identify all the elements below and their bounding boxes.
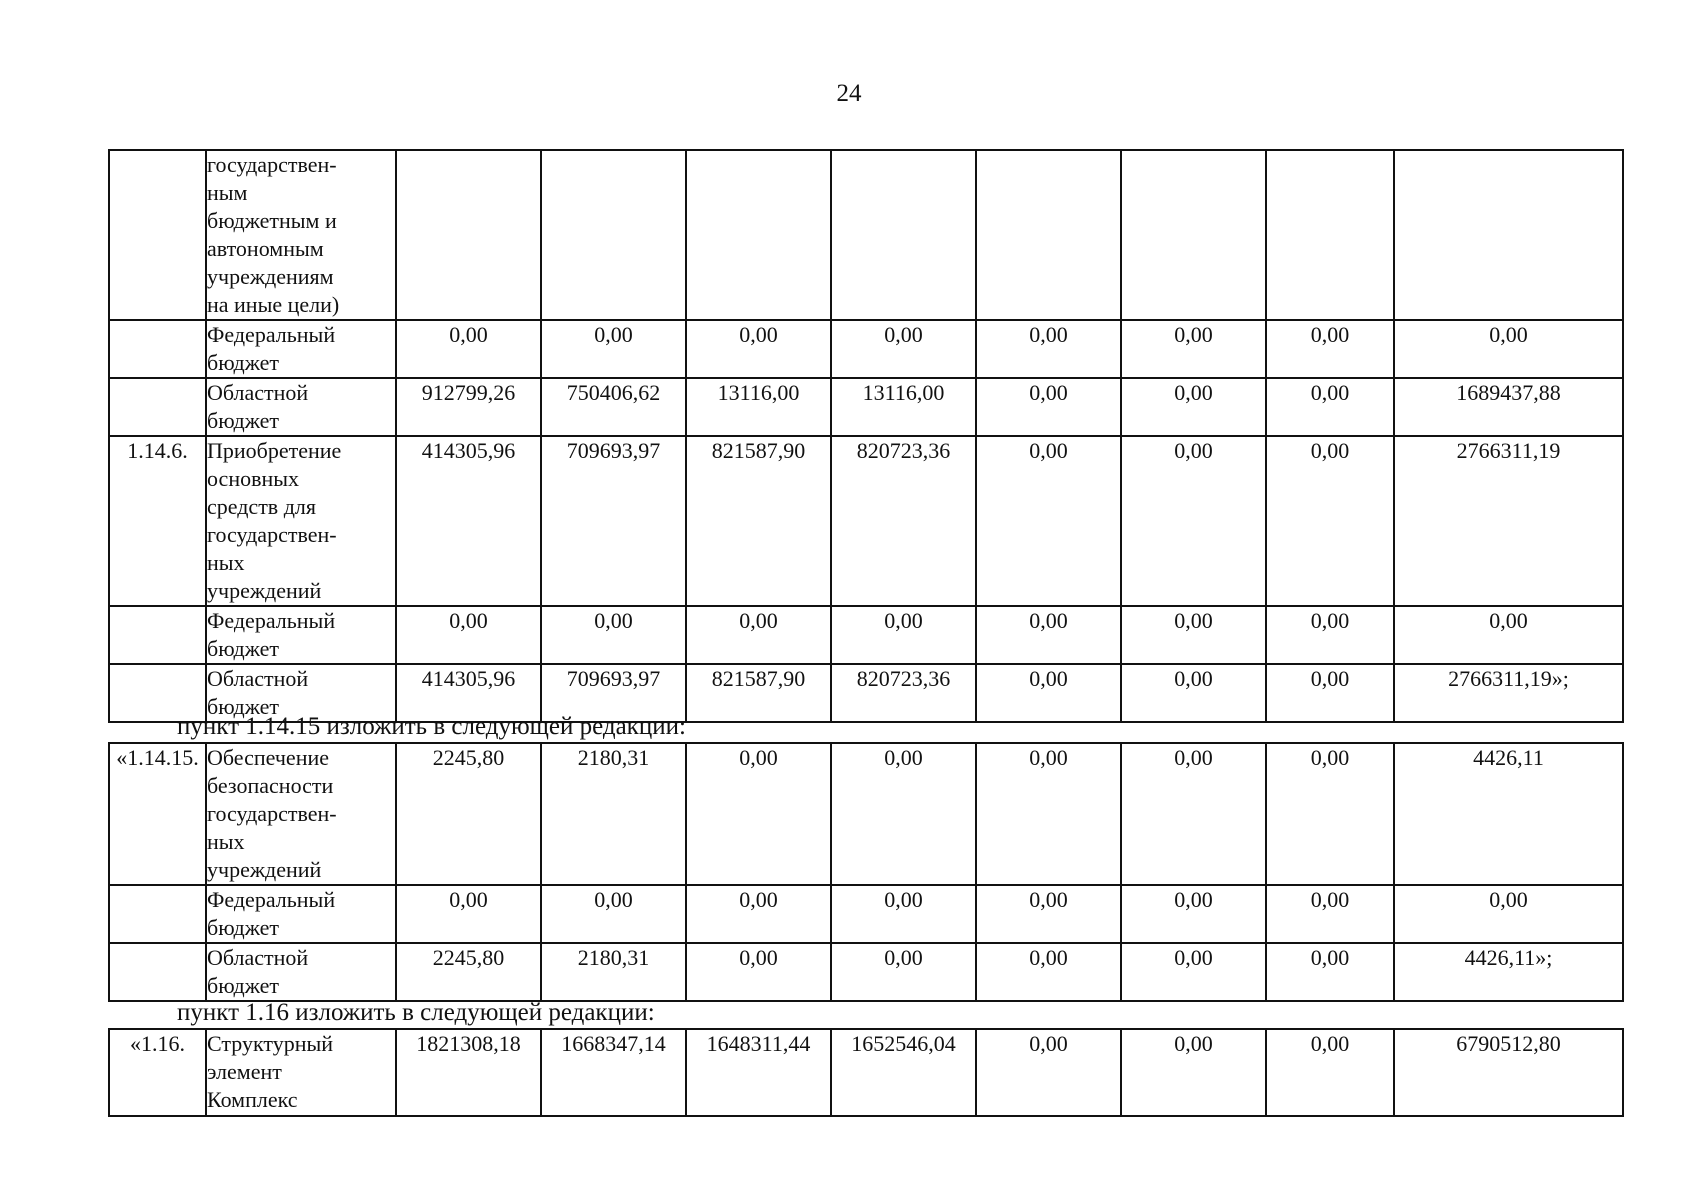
item-name-line: Областной (207, 666, 309, 691)
amount-cell: 0,00 (1266, 743, 1394, 885)
table-row (109, 378, 1623, 436)
item-name (206, 150, 396, 320)
item-name-line: государствен- (207, 801, 337, 826)
amount-cell: 0,00 (1266, 664, 1394, 722)
amount-cell: 750406,62 (541, 378, 686, 436)
amount-cell: 0,00 (976, 378, 1121, 436)
page-number: 24 (836, 80, 862, 107)
amount-cell: 0,00 (1121, 320, 1266, 378)
item-name (206, 320, 396, 378)
amount-cell: 0,00 (1121, 885, 1266, 943)
amount-cell: 1648311,44 (686, 1029, 831, 1116)
amount-cell (1266, 150, 1394, 320)
amount-cell: 1652546,04 (831, 1029, 976, 1116)
table-row (109, 606, 1623, 664)
amount-cell: 0,00 (1121, 943, 1266, 1001)
amount-cell: 2245,80 (396, 943, 541, 1001)
item-name-line: Областной (207, 380, 309, 405)
amount-cell: 0,00 (541, 320, 686, 378)
amount-cell: 912799,26 (396, 378, 541, 436)
amount-cell: 0,00 (1266, 378, 1394, 436)
amount-cell (686, 150, 831, 320)
amount-cell: 820723,36 (831, 664, 976, 722)
amount-cell: 0,00 (1394, 606, 1623, 664)
amount-cell: 0,00 (1266, 1029, 1394, 1116)
amount-cell: 0,00 (976, 320, 1121, 378)
amount-cell: 0,00 (396, 320, 541, 378)
item-name-line: ных (207, 829, 245, 854)
amount-cell: 0,00 (1266, 943, 1394, 1001)
amount-cell: 0,00 (686, 320, 831, 378)
amount-cell: 0,00 (686, 943, 831, 1001)
amount-cell: 0,00 (976, 436, 1121, 606)
item-number (109, 320, 206, 378)
amount-cell (976, 150, 1121, 320)
budget-table-3 (108, 1028, 1624, 1117)
amount-cell: 0,00 (541, 606, 686, 664)
item-name-line: Федеральный (207, 887, 336, 912)
amount-cell: 0,00 (1266, 885, 1394, 943)
item-name-line: учреждений (207, 857, 322, 882)
item-name-line: безопасности (207, 773, 334, 798)
amount-cell: 0,00 (1121, 1029, 1266, 1116)
amount-cell: 0,00 (396, 885, 541, 943)
item-number (109, 943, 206, 1001)
item-name-line: бюджет (207, 350, 279, 375)
item-number (109, 885, 206, 943)
amount-cell: 0,00 (1121, 436, 1266, 606)
item-name-line: бюджетным и (207, 208, 337, 233)
budget-table-1 (108, 149, 1624, 723)
amount-cell: 821587,90 (686, 436, 831, 606)
amount-cell: 2766311,19 (1394, 436, 1623, 606)
item-name-line: бюджет (207, 636, 279, 661)
amount-cell: 0,00 (1121, 664, 1266, 722)
table-row (109, 743, 1623, 885)
amount-cell (1394, 150, 1623, 320)
amount-cell: 0,00 (396, 606, 541, 664)
amount-cell: 4426,11 (1394, 743, 1623, 885)
amount-cell: 4426,11»; (1394, 943, 1623, 1001)
amount-cell: 0,00 (1121, 606, 1266, 664)
item-name-line: государствен- (207, 522, 337, 547)
item-name-line: Приобретение (207, 438, 342, 463)
table-row (109, 943, 1623, 1001)
section-note-1-14-15: пункт 1.14.15 изложить в следующей редакции: (177, 713, 686, 740)
item-name-line: Обеспечение (207, 745, 329, 770)
amount-cell: 0,00 (1394, 320, 1623, 378)
amount-cell: 2180,31 (541, 943, 686, 1001)
table-row (109, 1029, 1623, 1116)
item-name (206, 885, 396, 943)
item-name (206, 743, 396, 885)
item-name (206, 606, 396, 664)
amount-cell: 820723,36 (831, 436, 976, 606)
amount-cell: 709693,97 (541, 436, 686, 606)
amount-cell: 0,00 (831, 743, 976, 885)
item-name-line: автономным (207, 236, 324, 261)
item-name-line: бюджет (207, 694, 279, 719)
item-name (206, 943, 396, 1001)
amount-cell: 1668347,14 (541, 1029, 686, 1116)
item-name (206, 378, 396, 436)
amount-cell: 821587,90 (686, 664, 831, 722)
amount-cell (831, 150, 976, 320)
amount-cell: 0,00 (686, 885, 831, 943)
amount-cell: 0,00 (976, 1029, 1121, 1116)
item-name-line: элемент (207, 1059, 282, 1084)
item-number: «1.14.15. (109, 743, 206, 885)
amount-cell: 0,00 (1266, 606, 1394, 664)
amount-cell: 0,00 (976, 943, 1121, 1001)
amount-cell: 0,00 (831, 943, 976, 1001)
table-row (109, 320, 1623, 378)
table-row (109, 150, 1623, 320)
amount-cell: 6790512,80 (1394, 1029, 1623, 1116)
amount-cell: 2180,31 (541, 743, 686, 885)
amount-cell: 0,00 (1121, 378, 1266, 436)
amount-cell: 0,00 (976, 743, 1121, 885)
amount-cell: 0,00 (1266, 436, 1394, 606)
amount-cell: 2245,80 (396, 743, 541, 885)
amount-cell: 0,00 (831, 320, 976, 378)
amount-cell: 0,00 (831, 885, 976, 943)
item-name-line: бюджет (207, 973, 279, 998)
item-name-line: средств для (207, 494, 316, 519)
amount-cell: 0,00 (1266, 320, 1394, 378)
amount-cell: 13116,00 (686, 378, 831, 436)
amount-cell: 1689437,88 (1394, 378, 1623, 436)
item-name-line: ных (207, 550, 245, 575)
item-name-line: Областной (207, 945, 309, 970)
amount-cell: 0,00 (686, 743, 831, 885)
amount-cell: 1821308,18 (396, 1029, 541, 1116)
amount-cell: 414305,96 (396, 436, 541, 606)
item-name-line: основных (207, 466, 300, 491)
table-row (109, 885, 1623, 943)
item-name-line: бюджет (207, 915, 279, 940)
item-name (206, 1029, 396, 1116)
item-name-line: Федеральный (207, 322, 336, 347)
item-number: «1.16. (109, 1029, 206, 1116)
amount-cell: 0,00 (831, 606, 976, 664)
item-name (206, 436, 396, 606)
amount-cell: 0,00 (976, 664, 1121, 722)
amount-cell: 0,00 (976, 606, 1121, 664)
amount-cell: 13116,00 (831, 378, 976, 436)
item-name-line: учреждений (207, 578, 322, 603)
amount-cell (541, 150, 686, 320)
item-name-line: Федеральный (207, 608, 336, 633)
amount-cell: 0,00 (1394, 885, 1623, 943)
item-number: 1.14.6. (109, 436, 206, 606)
item-name-line: на иные цели) (207, 292, 340, 317)
item-name-line: бюджет (207, 408, 279, 433)
item-name-line: Комплекс (207, 1087, 298, 1112)
budget-table-2 (108, 742, 1624, 1002)
amount-cell: 709693,97 (541, 664, 686, 722)
amount-cell (396, 150, 541, 320)
item-number (109, 150, 206, 320)
amount-cell: 414305,96 (396, 664, 541, 722)
item-name-line: государствен- (207, 152, 337, 177)
amount-cell (1121, 150, 1266, 320)
amount-cell: 0,00 (1121, 743, 1266, 885)
amount-cell: 0,00 (976, 885, 1121, 943)
amount-cell: 2766311,19»; (1394, 664, 1623, 722)
item-name-line: ным (207, 180, 248, 205)
amount-cell: 0,00 (686, 606, 831, 664)
table-row (109, 436, 1623, 606)
item-number (109, 378, 206, 436)
amount-cell: 0,00 (541, 885, 686, 943)
section-note-1-16: пункт 1.16 изложить в следующей редакции: (177, 999, 655, 1026)
item-number (109, 606, 206, 664)
item-name-line: Структурный (207, 1031, 334, 1056)
item-name-line: учреждениям (207, 264, 334, 289)
